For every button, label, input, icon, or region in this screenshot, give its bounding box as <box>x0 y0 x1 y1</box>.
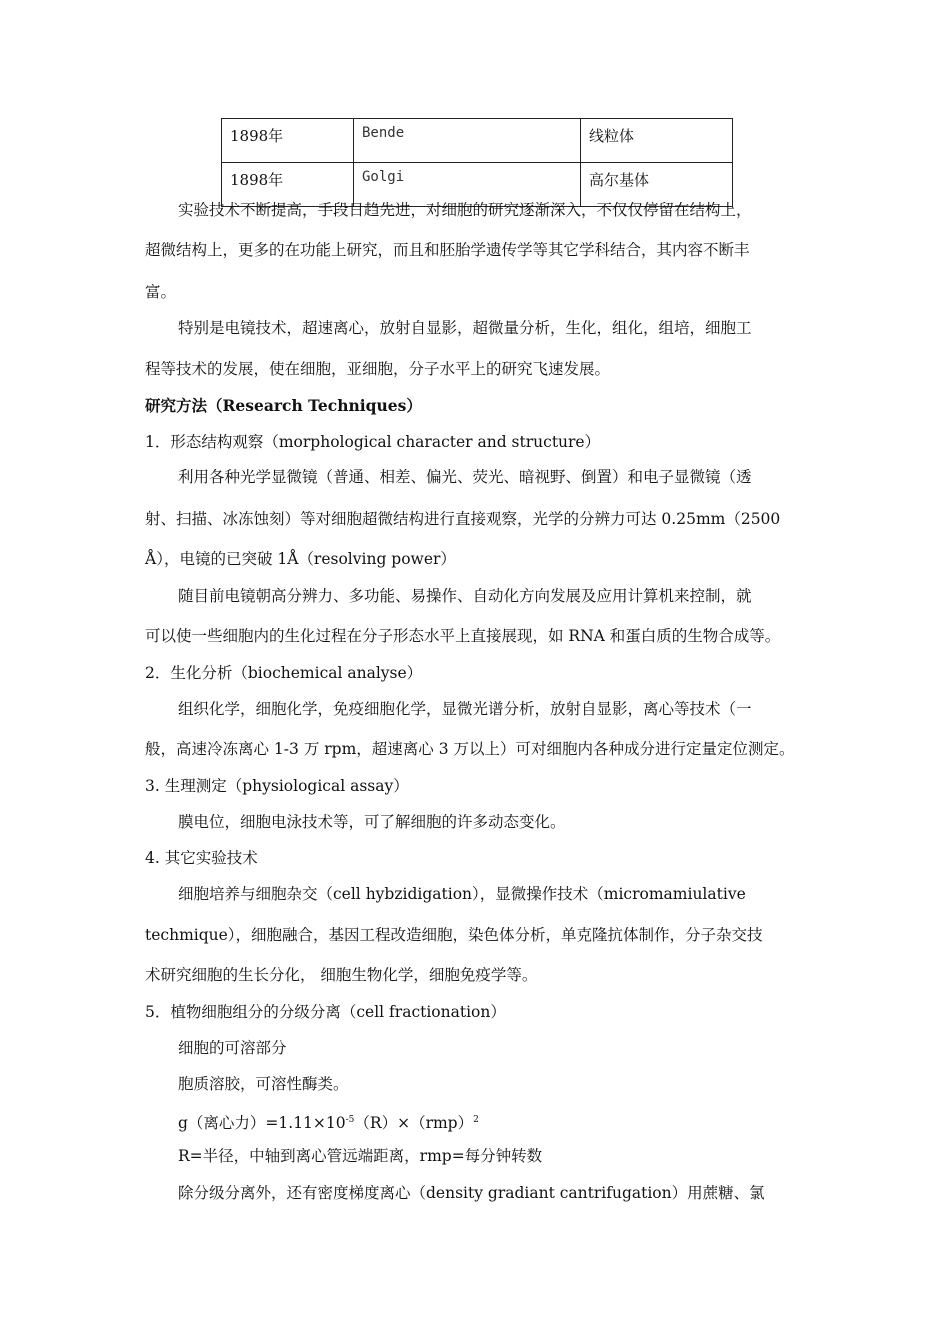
formula <box>178 1110 479 1133</box>
paragraph-line: 术研究细胞的生长分化， 细胞生物化学，细胞免疫学等。 <box>145 966 538 984</box>
year-cell: 1898年 <box>222 119 354 163</box>
paragraph-line: 细胞培养与细胞杂交（cell hybzidigation），显微操作技术（micromamiulative <box>178 885 746 903</box>
paragraph-line: 超微结构上，更多的在功能上研究，而且和胚胎学遗传学等其它学科结合，其内容不断丰 <box>145 241 750 259</box>
subsection-title: 1．形态结构观察（morphological character and structure） <box>145 433 601 451</box>
subsection-title: 2．生化分析（biochemical analyse） <box>145 664 423 682</box>
discovery-cell: 高尔基体 <box>581 163 733 207</box>
formula-part: （R）×（rmp） <box>354 1114 474 1133</box>
paragraph-line: Å），电镜的已突破 1Å（resolving power） <box>145 550 456 568</box>
formula-exponent: -5 <box>345 1115 355 1125</box>
paragraph-line: 膜电位，细胞电泳技术等，可了解细胞的许多动态变化。 <box>178 813 566 831</box>
paragraph-line: 可以使一些细胞内的生化过程在分子形态水平上直接展现，如 RNA 和蛋白质的生物合成等。 <box>145 627 781 645</box>
paragraph-line: R=半径，中轴到离心管远端距离，rmp=每分钟转数 <box>178 1147 543 1165</box>
history-table <box>221 118 733 207</box>
paragraph-line: 射、扫描、冰冻蚀刻）等对细胞超微结构进行直接观察，光学的分辨力可达 0.25mm（2500 <box>145 510 781 528</box>
paragraph-line: 组织化学，细胞化学，免疫细胞化学，显微光谱分析，放射自显影，离心等技术（一 <box>178 700 752 718</box>
paragraph-line: 富。 <box>145 283 177 301</box>
paragraph-line: 般，高速冷冻离心 1-3 万 rpm，超速离心 3 万以上）可对细胞内各种成分进行定量定位测定。 <box>145 740 795 758</box>
person-cell: Bende <box>354 119 581 163</box>
paragraph-line: 随目前电镜朝高分辨力、多功能、易操作、自动化方向发展及应用计算机来控制，就 <box>178 587 752 605</box>
subsection-title: 4. 其它实验技术 <box>145 849 258 867</box>
person-cell: Golgi <box>354 163 581 207</box>
paragraph-line: 实验技术不断提高，手段日趋先进，对细胞的研究逐渐深入，不仅仅停留在结构上， <box>178 201 752 219</box>
section-heading: 研究方法（Research Techniques） <box>145 396 422 415</box>
paragraph-line: 特别是电镜技术，超速离心，放射自显影，超微量分析，生化，组化，组培，细胞工 <box>178 319 752 337</box>
subsection-title: 5．植物细胞组分的分级分离（cell fractionation） <box>145 1003 506 1021</box>
subsection-title: 3. 生理测定（physiological assay） <box>145 777 409 795</box>
paragraph-line: 程等技术的发展，使在细胞，亚细胞，分子水平上的研究飞速发展。 <box>145 360 611 378</box>
paragraph-line: 胞质溶胶，可溶性酶类。 <box>178 1075 349 1093</box>
formula-exponent: 2 <box>473 1115 479 1125</box>
paragraph-line: 除分级分离外，还有密度梯度离心（density gradiant cantrifugation）用蔗糖、氯 <box>178 1184 765 1202</box>
paragraph-line: techmique），细胞融合，基因工程改造细胞，染色体分析，单克隆抗体制作，分子杂交技 <box>145 926 763 944</box>
paragraph-line: 利用各种光学显微镜（普通、相差、偏光、荧光、暗视野、倒置）和电子显微镜（透 <box>178 468 752 486</box>
year-cell: 1898年 <box>222 163 354 207</box>
paragraph-line: 细胞的可溶部分 <box>178 1039 287 1057</box>
formula-part: g（离心力）=1.11×10 <box>178 1114 346 1133</box>
table-row <box>222 119 733 163</box>
discovery-cell: 线粒体 <box>581 119 733 163</box>
